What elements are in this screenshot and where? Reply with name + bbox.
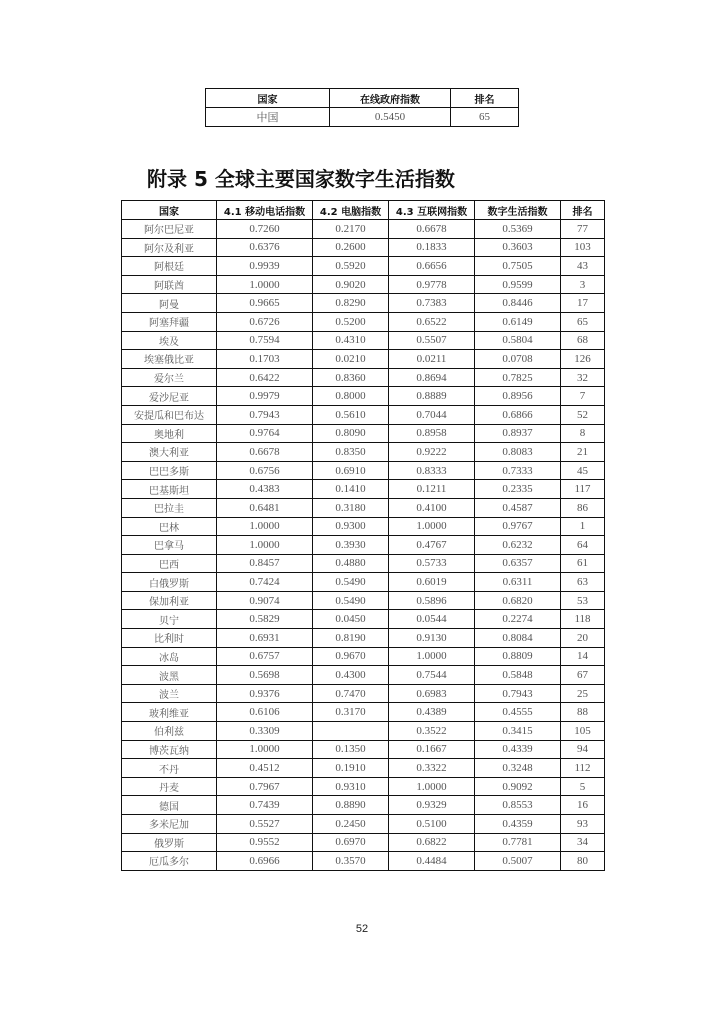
cell-digital-life-index: 0.2274 bbox=[475, 610, 561, 629]
cell-rank: 43 bbox=[561, 257, 605, 276]
header-internet-index: 4.3 互联网指数 bbox=[389, 201, 475, 220]
table-row bbox=[122, 536, 605, 555]
cell-mobile-index: 1.0000 bbox=[217, 275, 313, 294]
cell-mobile-index: 0.9376 bbox=[217, 684, 313, 703]
cell-digital-life-index: 0.5848 bbox=[475, 666, 561, 685]
cell-digital-life-index: 0.0708 bbox=[475, 350, 561, 369]
header-mobile-index: 4.1 移动电话指数 bbox=[217, 201, 313, 220]
cell-rank: 64 bbox=[561, 536, 605, 555]
cell-mobile-index: 0.4512 bbox=[217, 759, 313, 778]
cell-digital-life-index: 0.9767 bbox=[475, 517, 561, 536]
cell-rank: 53 bbox=[561, 591, 605, 610]
cell-mobile-index: 0.9074 bbox=[217, 591, 313, 610]
cell-mobile-index: 0.6931 bbox=[217, 629, 313, 648]
table-row bbox=[122, 331, 605, 350]
cell-mobile-index: 0.7594 bbox=[217, 331, 313, 350]
cell-rank: 103 bbox=[561, 238, 605, 257]
table-row bbox=[122, 740, 605, 759]
cell-computer-index: 0.9670 bbox=[313, 647, 389, 666]
cell-rank: 118 bbox=[561, 610, 605, 629]
cell-computer-index: 0.6970 bbox=[313, 833, 389, 852]
cell-mobile-index: 0.6966 bbox=[217, 852, 313, 871]
cell-country: 埃及 bbox=[122, 331, 217, 350]
cell-mobile-index: 0.5829 bbox=[217, 610, 313, 629]
table-row bbox=[122, 480, 605, 499]
cell-mobile-index: 0.9665 bbox=[217, 294, 313, 313]
cell-internet-index: 0.6656 bbox=[389, 257, 475, 276]
cell-computer-index: 0.4310 bbox=[313, 331, 389, 350]
cell-internet-index: 0.9778 bbox=[389, 275, 475, 294]
cell-mobile-index: 0.6422 bbox=[217, 368, 313, 387]
cell-internet-index: 0.1833 bbox=[389, 238, 475, 257]
cell-internet-index: 0.8958 bbox=[389, 424, 475, 443]
cell-internet-index: 1.0000 bbox=[389, 777, 475, 796]
cell-internet-index: 0.6019 bbox=[389, 573, 475, 592]
cell-mobile-index: 0.7260 bbox=[217, 220, 313, 239]
cell-internet-index: 0.3522 bbox=[389, 722, 475, 741]
cell-country: 阿尔巴尼亚 bbox=[122, 220, 217, 239]
cell-mobile-index: 1.0000 bbox=[217, 536, 313, 555]
cell-computer-index bbox=[313, 722, 389, 741]
cell-digital-life-index: 0.7333 bbox=[475, 461, 561, 480]
cell-country: 中国 bbox=[206, 108, 330, 127]
cell-mobile-index: 0.3309 bbox=[217, 722, 313, 741]
cell-country: 阿塞拜疆 bbox=[122, 312, 217, 331]
cell-country: 澳大利亚 bbox=[122, 443, 217, 462]
cell-digital-life-index: 0.8084 bbox=[475, 629, 561, 648]
table-row bbox=[122, 629, 605, 648]
header-digital-life-index: 数字生活指数 bbox=[475, 201, 561, 220]
cell-rank: 105 bbox=[561, 722, 605, 741]
table-row bbox=[122, 647, 605, 666]
cell-digital-life-index: 0.8083 bbox=[475, 443, 561, 462]
cell-internet-index: 0.9329 bbox=[389, 796, 475, 815]
cell-digital-life-index: 0.7943 bbox=[475, 684, 561, 703]
cell-rank: 86 bbox=[561, 498, 605, 517]
cell-country: 比利时 bbox=[122, 629, 217, 648]
cell-digital-life-index: 0.8937 bbox=[475, 424, 561, 443]
table-row bbox=[122, 852, 605, 871]
cell-computer-index: 0.8190 bbox=[313, 629, 389, 648]
cell-country: 波兰 bbox=[122, 684, 217, 703]
cell-mobile-index: 0.6481 bbox=[217, 498, 313, 517]
cell-computer-index: 0.0450 bbox=[313, 610, 389, 629]
cell-computer-index: 0.3930 bbox=[313, 536, 389, 555]
cell-rank: 17 bbox=[561, 294, 605, 313]
cell-mobile-index: 0.6376 bbox=[217, 238, 313, 257]
cell-country: 白俄罗斯 bbox=[122, 573, 217, 592]
cell-digital-life-index: 0.6866 bbox=[475, 405, 561, 424]
cell-digital-life-index: 0.5007 bbox=[475, 852, 561, 871]
table-row bbox=[122, 591, 605, 610]
cell-rank: 61 bbox=[561, 554, 605, 573]
cell-internet-index: 0.8889 bbox=[389, 387, 475, 406]
cell-digital-life-index: 0.6357 bbox=[475, 554, 561, 573]
cell-mobile-index: 0.9939 bbox=[217, 257, 313, 276]
cell-country: 博茨瓦纳 bbox=[122, 740, 217, 759]
cell-computer-index: 0.5920 bbox=[313, 257, 389, 276]
cell-digital-life-index: 0.5804 bbox=[475, 331, 561, 350]
cell-country: 丹麦 bbox=[122, 777, 217, 796]
cell-digital-life-index: 0.8553 bbox=[475, 796, 561, 815]
cell-internet-index: 0.6678 bbox=[389, 220, 475, 239]
cell-internet-index: 0.4767 bbox=[389, 536, 475, 555]
cell-computer-index: 0.2450 bbox=[313, 815, 389, 834]
cell-digital-life-index: 0.2335 bbox=[475, 480, 561, 499]
cell-country: 玻利维亚 bbox=[122, 703, 217, 722]
cell-computer-index: 0.1350 bbox=[313, 740, 389, 759]
table-row bbox=[122, 759, 605, 778]
table-row bbox=[122, 554, 605, 573]
cell-computer-index: 0.8350 bbox=[313, 443, 389, 462]
cell-rank: 65 bbox=[561, 312, 605, 331]
cell-computer-index: 0.8090 bbox=[313, 424, 389, 443]
cell-rank: 34 bbox=[561, 833, 605, 852]
cell-rank: 3 bbox=[561, 275, 605, 294]
cell-computer-index: 0.8360 bbox=[313, 368, 389, 387]
cell-computer-index: 0.2600 bbox=[313, 238, 389, 257]
cell-digital-life-index: 0.9092 bbox=[475, 777, 561, 796]
cell-country: 俄罗斯 bbox=[122, 833, 217, 852]
cell-rank: 88 bbox=[561, 703, 605, 722]
cell-computer-index: 0.2170 bbox=[313, 220, 389, 239]
cell-internet-index: 0.3322 bbox=[389, 759, 475, 778]
cell-computer-index: 0.5610 bbox=[313, 405, 389, 424]
cell-internet-index: 0.7544 bbox=[389, 666, 475, 685]
cell-internet-index: 0.7383 bbox=[389, 294, 475, 313]
cell-rank: 94 bbox=[561, 740, 605, 759]
cell-digital-life-index: 0.8809 bbox=[475, 647, 561, 666]
cell-rank: 1 bbox=[561, 517, 605, 536]
table-row bbox=[122, 405, 605, 424]
cell-internet-index: 0.7044 bbox=[389, 405, 475, 424]
cell-country: 奥地利 bbox=[122, 424, 217, 443]
table-row bbox=[122, 833, 605, 852]
cell-mobile-index: 0.9764 bbox=[217, 424, 313, 443]
cell-internet-index: 0.6522 bbox=[389, 312, 475, 331]
cell-rank: 112 bbox=[561, 759, 605, 778]
cell-computer-index: 0.5490 bbox=[313, 591, 389, 610]
cell-computer-index: 0.8000 bbox=[313, 387, 389, 406]
cell-internet-index: 0.0211 bbox=[389, 350, 475, 369]
cell-country: 保加利亚 bbox=[122, 591, 217, 610]
cell-mobile-index: 0.6678 bbox=[217, 443, 313, 462]
header-country: 国家 bbox=[122, 201, 217, 220]
table-row bbox=[122, 610, 605, 629]
table-row bbox=[122, 275, 605, 294]
cell-digital-life-index: 0.8446 bbox=[475, 294, 561, 313]
cell-internet-index: 0.9222 bbox=[389, 443, 475, 462]
cell-internet-index: 0.6983 bbox=[389, 684, 475, 703]
cell-country: 阿联酋 bbox=[122, 275, 217, 294]
cell-country: 阿曼 bbox=[122, 294, 217, 313]
cell-mobile-index: 0.7943 bbox=[217, 405, 313, 424]
cell-mobile-index: 0.6756 bbox=[217, 461, 313, 480]
cell-internet-index: 0.5100 bbox=[389, 815, 475, 834]
cell-internet-index: 0.6822 bbox=[389, 833, 475, 852]
cell-computer-index: 0.4880 bbox=[313, 554, 389, 573]
cell-mobile-index: 0.5527 bbox=[217, 815, 313, 834]
cell-digital-life-index: 0.4587 bbox=[475, 498, 561, 517]
cell-internet-index: 0.0544 bbox=[389, 610, 475, 629]
cell-rank: 25 bbox=[561, 684, 605, 703]
table-row bbox=[122, 387, 605, 406]
table-row bbox=[122, 368, 605, 387]
cell-mobile-index: 0.9979 bbox=[217, 387, 313, 406]
cell-computer-index: 0.1910 bbox=[313, 759, 389, 778]
cell-rank: 93 bbox=[561, 815, 605, 834]
cell-computer-index: 0.9020 bbox=[313, 275, 389, 294]
cell-rank: 45 bbox=[561, 461, 605, 480]
cell-computer-index: 0.8890 bbox=[313, 796, 389, 815]
cell-mobile-index: 0.7439 bbox=[217, 796, 313, 815]
cell-internet-index: 1.0000 bbox=[389, 647, 475, 666]
cell-country: 不丹 bbox=[122, 759, 217, 778]
cell-rank: 7 bbox=[561, 387, 605, 406]
cell-mobile-index: 1.0000 bbox=[217, 517, 313, 536]
table-row bbox=[122, 498, 605, 517]
cell-country: 伯利兹 bbox=[122, 722, 217, 741]
table-row bbox=[122, 573, 605, 592]
cell-rank: 16 bbox=[561, 796, 605, 815]
cell-country: 巴拿马 bbox=[122, 536, 217, 555]
cell-rank: 52 bbox=[561, 405, 605, 424]
cell-country: 埃塞俄比亚 bbox=[122, 350, 217, 369]
cell-computer-index: 0.7470 bbox=[313, 684, 389, 703]
cell-computer-index: 0.3180 bbox=[313, 498, 389, 517]
table-row bbox=[122, 312, 605, 331]
header-computer-index: 4.2 电脑指数 bbox=[313, 201, 389, 220]
table-row bbox=[122, 220, 605, 239]
table-row bbox=[122, 796, 605, 815]
cell-country: 厄瓜多尔 bbox=[122, 852, 217, 871]
table-row bbox=[122, 294, 605, 313]
cell-mobile-index: 0.8457 bbox=[217, 554, 313, 573]
cell-country: 巴林 bbox=[122, 517, 217, 536]
header-rank: 排名 bbox=[451, 89, 519, 108]
cell-computer-index: 0.3170 bbox=[313, 703, 389, 722]
cell-digital-life-index: 0.9599 bbox=[475, 275, 561, 294]
table-row bbox=[122, 517, 605, 536]
cell-rank: 20 bbox=[561, 629, 605, 648]
cell-rank: 8 bbox=[561, 424, 605, 443]
cell-rank: 32 bbox=[561, 368, 605, 387]
cell-computer-index: 0.1410 bbox=[313, 480, 389, 499]
cell-country: 爱沙尼亚 bbox=[122, 387, 217, 406]
cell-rank: 117 bbox=[561, 480, 605, 499]
cell-internet-index: 0.4484 bbox=[389, 852, 475, 871]
header-online-gov-index: 在线政府指数 bbox=[330, 89, 451, 108]
cell-mobile-index: 0.6757 bbox=[217, 647, 313, 666]
cell-country: 安提瓜和巴布达 bbox=[122, 405, 217, 424]
cell-rank: 77 bbox=[561, 220, 605, 239]
cell-digital-life-index: 0.6311 bbox=[475, 573, 561, 592]
cell-country: 德国 bbox=[122, 796, 217, 815]
cell-mobile-index: 0.6726 bbox=[217, 312, 313, 331]
table-row bbox=[122, 257, 605, 276]
cell-digital-life-index: 0.7505 bbox=[475, 257, 561, 276]
cell-mobile-index: 0.4383 bbox=[217, 480, 313, 499]
cell-country: 多米尼加 bbox=[122, 815, 217, 834]
cell-country: 巴基斯坦 bbox=[122, 480, 217, 499]
cell-digital-life-index: 0.3603 bbox=[475, 238, 561, 257]
cell-country: 冰岛 bbox=[122, 647, 217, 666]
cell-internet-index: 0.1667 bbox=[389, 740, 475, 759]
cell-internet-index: 0.5733 bbox=[389, 554, 475, 573]
page-number: 52 bbox=[355, 923, 369, 935]
cell-digital-life-index: 0.7781 bbox=[475, 833, 561, 852]
cell-digital-life-index: 0.6232 bbox=[475, 536, 561, 555]
cell-computer-index: 0.3570 bbox=[313, 852, 389, 871]
cell-digital-life-index: 0.8956 bbox=[475, 387, 561, 406]
table-row bbox=[122, 703, 605, 722]
cell-computer-index: 0.9300 bbox=[313, 517, 389, 536]
cell-digital-life-index: 0.5369 bbox=[475, 220, 561, 239]
cell-computer-index: 0.9310 bbox=[313, 777, 389, 796]
cell-digital-life-index: 0.6820 bbox=[475, 591, 561, 610]
cell-computer-index: 0.4300 bbox=[313, 666, 389, 685]
cell-rank: 21 bbox=[561, 443, 605, 462]
cell-rank: 14 bbox=[561, 647, 605, 666]
cell-digital-life-index: 0.7825 bbox=[475, 368, 561, 387]
header-rank: 排名 bbox=[561, 201, 605, 220]
cell-digital-life-index: 0.3415 bbox=[475, 722, 561, 741]
cell-internet-index: 0.4389 bbox=[389, 703, 475, 722]
cell-mobile-index: 0.5698 bbox=[217, 666, 313, 685]
cell-internet-index: 0.4100 bbox=[389, 498, 475, 517]
digital-life-index-table bbox=[121, 200, 605, 871]
cell-country: 波黑 bbox=[122, 666, 217, 685]
table-row bbox=[122, 350, 605, 369]
cell-rank: 80 bbox=[561, 852, 605, 871]
table-header-row bbox=[122, 201, 605, 220]
cell-mobile-index: 1.0000 bbox=[217, 740, 313, 759]
cell-internet-index: 0.1211 bbox=[389, 480, 475, 499]
table-row bbox=[122, 238, 605, 257]
cell-rank: 126 bbox=[561, 350, 605, 369]
cell-rank: 67 bbox=[561, 666, 605, 685]
cell-rank: 68 bbox=[561, 331, 605, 350]
cell-computer-index: 0.6910 bbox=[313, 461, 389, 480]
table-row bbox=[122, 777, 605, 796]
header-country: 国家 bbox=[206, 89, 330, 108]
cell-internet-index: 0.5896 bbox=[389, 591, 475, 610]
cell-country: 巴西 bbox=[122, 554, 217, 573]
table-row bbox=[122, 722, 605, 741]
cell-mobile-index: 0.1703 bbox=[217, 350, 313, 369]
cell-mobile-index: 0.7424 bbox=[217, 573, 313, 592]
cell-digital-life-index: 0.4339 bbox=[475, 740, 561, 759]
cell-digital-life-index: 0.3248 bbox=[475, 759, 561, 778]
cell-rank: 5 bbox=[561, 777, 605, 796]
cell-rank: 63 bbox=[561, 573, 605, 592]
cell-country: 爱尔兰 bbox=[122, 368, 217, 387]
online-government-index-table bbox=[205, 88, 519, 127]
cell-internet-index: 0.5507 bbox=[389, 331, 475, 350]
cell-rank: 65 bbox=[451, 108, 519, 127]
cell-country: 巴拉圭 bbox=[122, 498, 217, 517]
table-row bbox=[206, 108, 519, 127]
table-row bbox=[122, 461, 605, 480]
table-header-row bbox=[206, 89, 519, 108]
cell-computer-index: 0.8290 bbox=[313, 294, 389, 313]
section-title: 附录 5 全球主要国家数字生活指数 bbox=[147, 167, 455, 191]
table-row bbox=[122, 443, 605, 462]
cell-internet-index: 0.8694 bbox=[389, 368, 475, 387]
cell-digital-life-index: 0.4359 bbox=[475, 815, 561, 834]
cell-country: 阿根廷 bbox=[122, 257, 217, 276]
cell-country: 阿尔及利亚 bbox=[122, 238, 217, 257]
cell-mobile-index: 0.6106 bbox=[217, 703, 313, 722]
cell-digital-life-index: 0.4555 bbox=[475, 703, 561, 722]
cell-country: 贝宁 bbox=[122, 610, 217, 629]
cell-digital-life-index: 0.6149 bbox=[475, 312, 561, 331]
cell-internet-index: 0.8333 bbox=[389, 461, 475, 480]
cell-computer-index: 0.5490 bbox=[313, 573, 389, 592]
table-row bbox=[122, 684, 605, 703]
cell-country: 巴巴多斯 bbox=[122, 461, 217, 480]
cell-internet-index: 1.0000 bbox=[389, 517, 475, 536]
cell-mobile-index: 0.7967 bbox=[217, 777, 313, 796]
cell-computer-index: 0.0210 bbox=[313, 350, 389, 369]
table-row bbox=[122, 424, 605, 443]
table-row bbox=[122, 666, 605, 685]
table-row bbox=[122, 815, 605, 834]
cell-mobile-index: 0.9552 bbox=[217, 833, 313, 852]
cell-computer-index: 0.5200 bbox=[313, 312, 389, 331]
cell-internet-index: 0.9130 bbox=[389, 629, 475, 648]
cell-index: 0.5450 bbox=[330, 108, 451, 127]
